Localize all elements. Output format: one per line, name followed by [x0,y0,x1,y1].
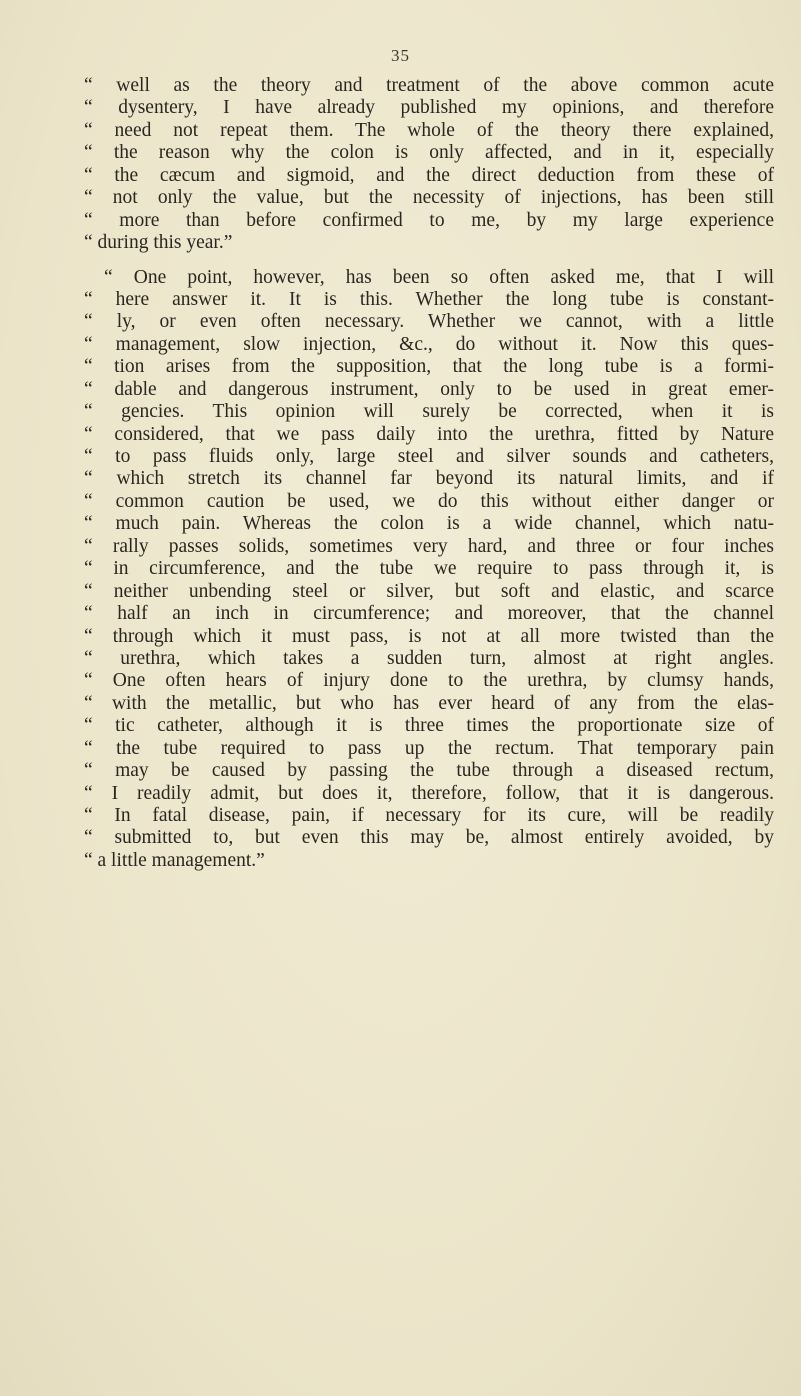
text-line: “ dysentery, I have already published my opinions, and therefore [84,97,774,119]
text-line: “ considered, that we pass daily into the urethra, fitted by Nature [84,423,774,445]
text-line: “ a little management.” [84,849,265,871]
text-line: “ urethra, which takes a sudden turn, almost at right angles. [84,647,774,669]
text-line: “ tic catheter, although it is three times the proportionate size of [84,715,774,737]
text-line: “ the tube required to pass up the rectum. That temporary pain [84,737,774,759]
text-line: “ need not repeat them. The whole of the theory there explained, [84,119,774,141]
text-line: “ One point, however, has been so often asked me, that I will [104,266,774,288]
paragraph-1 [84,75,774,255]
paragraph-2 [84,267,774,873]
text-line: “ tion arises from the supposition, that the long tube is a formi- [84,356,774,378]
text-line: “ One often hears of injury done to the urethra, by clumsy hands, [84,670,774,692]
text-line: “ dable and dangerous instrument, only to be used in great emer- [84,378,774,400]
text-line: “ through which it must pass, is not at all more twisted than the [84,625,774,647]
text-line: “ more than before confirmed to me, by my large experience [84,209,774,231]
text-line: “ the cæcum and sigmoid, and the direct deduction from these of [84,164,774,186]
text-line: “ gencies. This opinion will surely be corrected, when it is [84,401,774,423]
text-line: “ I readily admit, but does it, therefore, follow, that it is dangerous. [84,782,774,804]
text-line: “ during this year.” [84,232,233,254]
text-line: “ submitted to, but even this may be, almost entirely avoided, by [84,827,774,849]
text-line: “ which stretch its channel far beyond its natural limits, and if [84,468,774,490]
text-line: “ may be caused by passing the tube through a diseased rectum, [84,760,774,782]
text-line: “ half an inch in circumference; and moreover, that the channel [84,603,774,625]
text-line: “ in circumference, and the tube we require to pass through it, is [84,558,774,580]
text-line: “ neither unbending steel or silver, but soft and elastic, and scarce [84,580,774,602]
text-line: “ ly, or even often necessary. Whether we cannot, with a little [84,311,774,333]
text-line: “ common caution be used, we do this without either danger or [84,490,774,512]
text-line: “ here answer it. It is this. Whether the long tube is constant- [84,288,774,310]
text-line: “ with the metallic, but who has ever heard of any from the elas- [84,692,774,714]
text-line: “ to pass fluids only, large steel and silver sounds and catheters, [84,446,774,467]
text-line: “ management, slow injection, &c., do without it. Now this ques- [84,333,774,355]
page-number: 35 [391,46,410,65]
text-line: “ much pain. Whereas the colon is a wide channel, which natu- [84,513,774,535]
text-line: “ not only the value, but the necessity of injections, has been still [84,187,774,209]
text-line: “ well as the theory and treatment of the above common acute [84,75,774,96]
text-line: “ the reason why the colon is only affected, and in it, especially [84,142,774,164]
text-line: “ rally passes solids, sometimes very hard, and three or four inches [84,535,774,557]
text-line: “ In fatal disease, pain, if necessary for its cure, will be readily [84,805,774,826]
body-text [84,75,774,872]
